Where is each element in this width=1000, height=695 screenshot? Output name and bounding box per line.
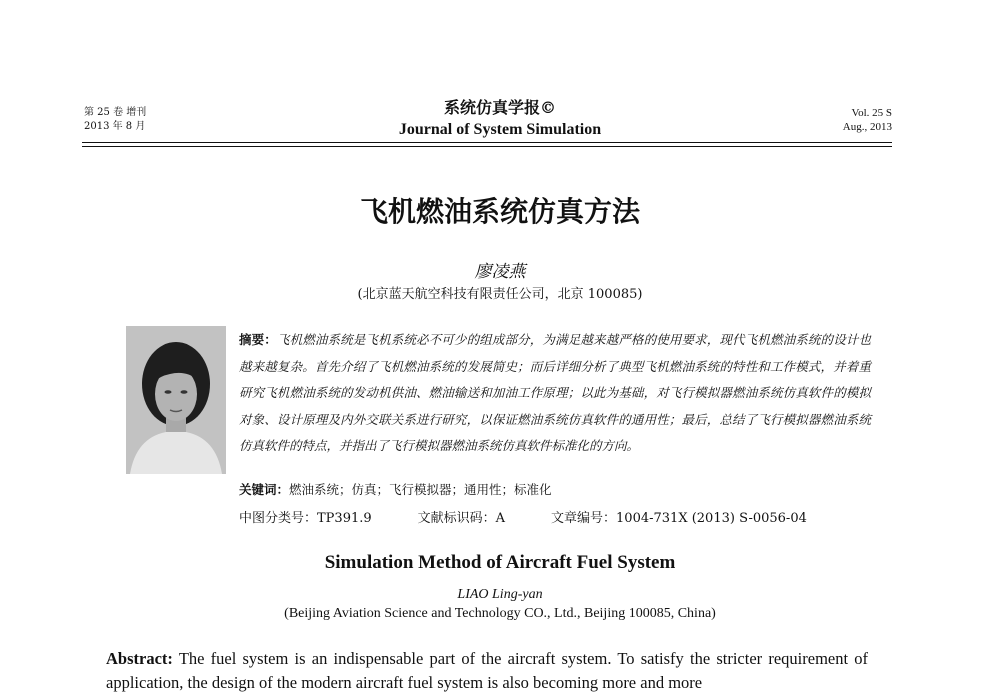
header-right: [843, 106, 892, 134]
header-rule-thin: [82, 146, 892, 147]
keywords-zh: [239, 480, 552, 498]
volume-en: Vol. 25 S: [851, 107, 892, 119]
abstract-zh-text: 飞机燃油系统是飞机系统必不可少的组成部分，为满足越来越严格的使用要求，现代飞机燃油系统的设计也越来越复杂。首先介绍了飞机燃油系统的发展简史；而后详细分析了典型飞机燃油系统的特性和工作模式，并着重研究飞机燃油系统的发动机供油、燃油输送和加油工作原理；以此为基础，对飞行模拟器燃油系统仿真软件的模拟对象、设计原理及内外交联关系进行研究，以保证燃油系统仿真软件的通用性；最后，总结了飞行模拟器燃油系统仿真软件的特点，并指出了飞行模拟器燃油系统仿真软件标准化的方向。: [239, 332, 871, 453]
abstract-zh: [239, 327, 871, 460]
volume-zh: 第 25 卷 增刊: [84, 107, 147, 118]
journal-name-en: Journal of System Simulation: [398, 121, 602, 138]
author-en: LIAO Ling-yan: [457, 587, 543, 602]
paper-title-en: Simulation Method of Aircraft Fuel System: [324, 552, 676, 573]
abstract-en-label: Abstract:: [106, 649, 173, 668]
abstract-en: [106, 647, 868, 695]
document-code: 文献标识码：A: [417, 511, 506, 526]
date-en: Aug., 2013: [842, 121, 892, 133]
author-portrait-image: [126, 326, 226, 474]
date-zh: 2013 年 8 月: [84, 121, 146, 132]
abstract-en-text: The fuel system is an indispensable part of the aircraft system. To satisfy the stricter requirement of application, the design of the modern aircraft fuel system is also becoming more and more: [106, 649, 868, 692]
classification-line: [239, 507, 853, 526]
abstract-zh-label: 摘要：: [239, 332, 277, 347]
affiliation-zh: (北京蓝天航空科技有限责任公司，北京 100085): [357, 287, 643, 302]
paper-title-zh: 飞机燃油系统仿真方法: [359, 195, 640, 228]
affiliation-en: (Beijing Aviation Science and Technology CO., Ltd., Beijing 100085, China): [284, 606, 716, 621]
clc-number: 中图分类号：TP391.9: [239, 511, 372, 526]
keywords-zh-text: 燃油系统；仿真；飞行模拟器；通用性；标准化: [289, 482, 552, 497]
article-number: 文章编号：1004-731X (2013) S-0056-04: [551, 511, 807, 526]
journal-name-zh: 系统仿真学报©: [443, 98, 556, 117]
keywords-zh-label: 关键词：: [239, 482, 290, 497]
author-zh: 廖凌燕: [474, 262, 526, 282]
header-rule-thick: [82, 142, 892, 143]
author-photo: [126, 326, 226, 474]
